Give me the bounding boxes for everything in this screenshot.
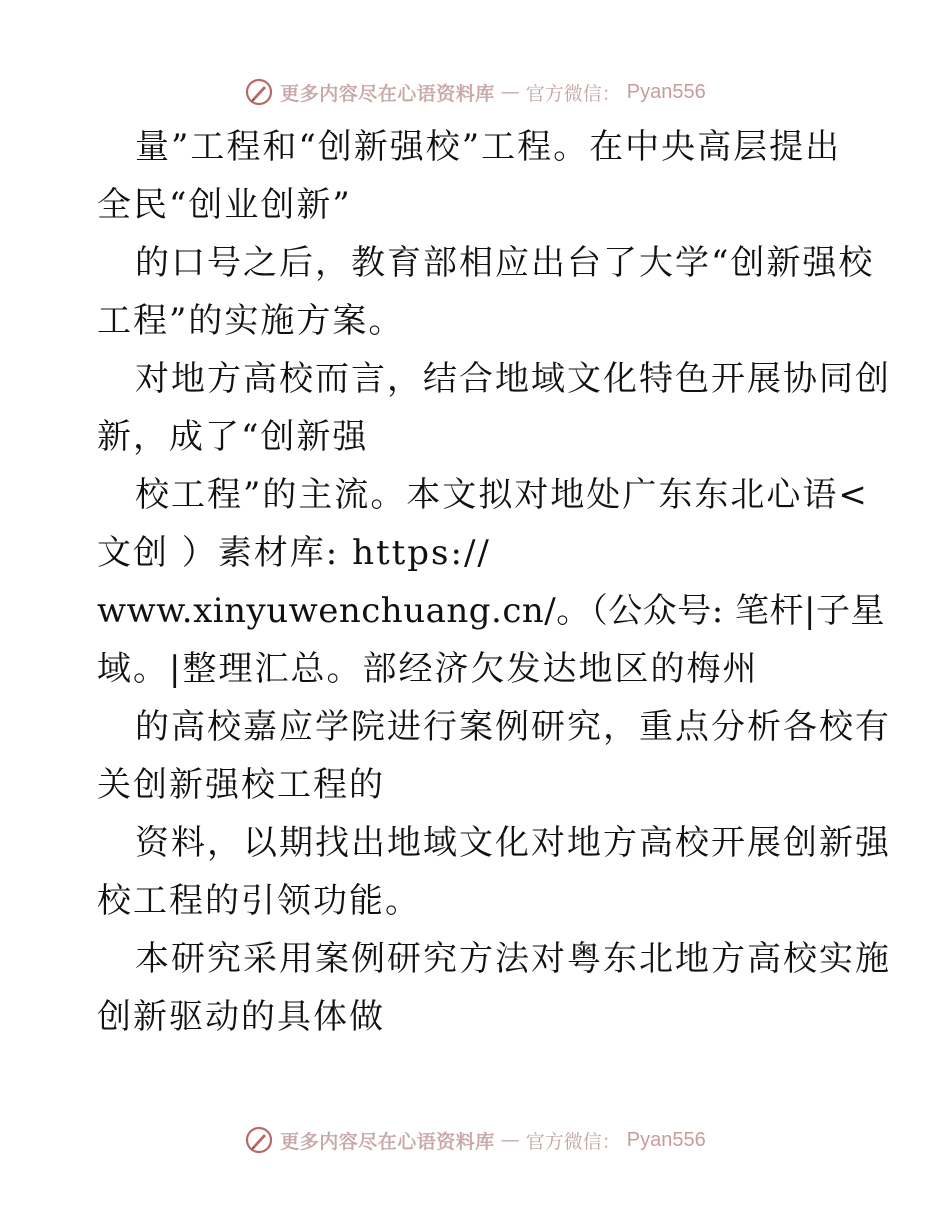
body-line: 关创新强校工程的 xyxy=(97,765,385,805)
header-wechat-id: Pyan556 xyxy=(626,80,706,103)
body-line: 工程”的实施方案。 xyxy=(97,301,405,341)
footer-banner-separator: — xyxy=(500,1129,520,1151)
body-line: 的高校嘉应学院进行案例研究，重点分析各校有 xyxy=(135,707,891,747)
header-wechat-label: 官方微信： xyxy=(525,82,621,105)
body-line: 校工程的引领功能。 xyxy=(97,881,421,921)
footer-wechat-label: 官方微信： xyxy=(525,1130,621,1153)
pen-logo-icon xyxy=(244,1125,274,1155)
body-line: www.xinyuwenchuang.cn/。（公众号: 笔杆|子星 xyxy=(97,591,885,631)
body-line: 创新驱动的具体做 xyxy=(97,997,385,1037)
footer-wechat-id: Pyan556 xyxy=(626,1128,706,1151)
body-line: 的口号之后，教育部相应出台了大学“创新强校 xyxy=(135,243,875,283)
footer-banner-main-text: 更多内容尽在心语资料库 xyxy=(280,1130,495,1153)
body-line: 全民“创业创新” xyxy=(97,185,352,225)
footer-banner xyxy=(0,1120,950,1160)
body-line: 文创 ）素材库: https:// xyxy=(97,533,491,573)
body-line: 对地方高校而言，结合地域文化特色开展协同创 xyxy=(135,359,891,399)
header-banner-main-text: 更多内容尽在心语资料库 xyxy=(280,82,495,105)
document-body xyxy=(97,118,891,1046)
body-line: 新，成了“创新强 xyxy=(97,417,369,457)
body-line: 校工程”的主流。本文拟对地处广东东北心语< xyxy=(135,475,869,515)
header-banner xyxy=(0,72,950,112)
body-line: 量”工程和“创新强校”工程。在中央高层提出 xyxy=(135,127,842,167)
body-line: 域。|整理汇总。部经济欠发达地区的梅州 xyxy=(97,649,759,689)
body-line: 本研究采用案例研究方法对粤东北地方高校实施 xyxy=(135,939,891,979)
body-line: 资料，以期找出地域文化对地方高校开展创新强 xyxy=(135,823,891,863)
header-banner-separator: — xyxy=(500,81,520,103)
pen-logo-icon xyxy=(244,77,274,107)
